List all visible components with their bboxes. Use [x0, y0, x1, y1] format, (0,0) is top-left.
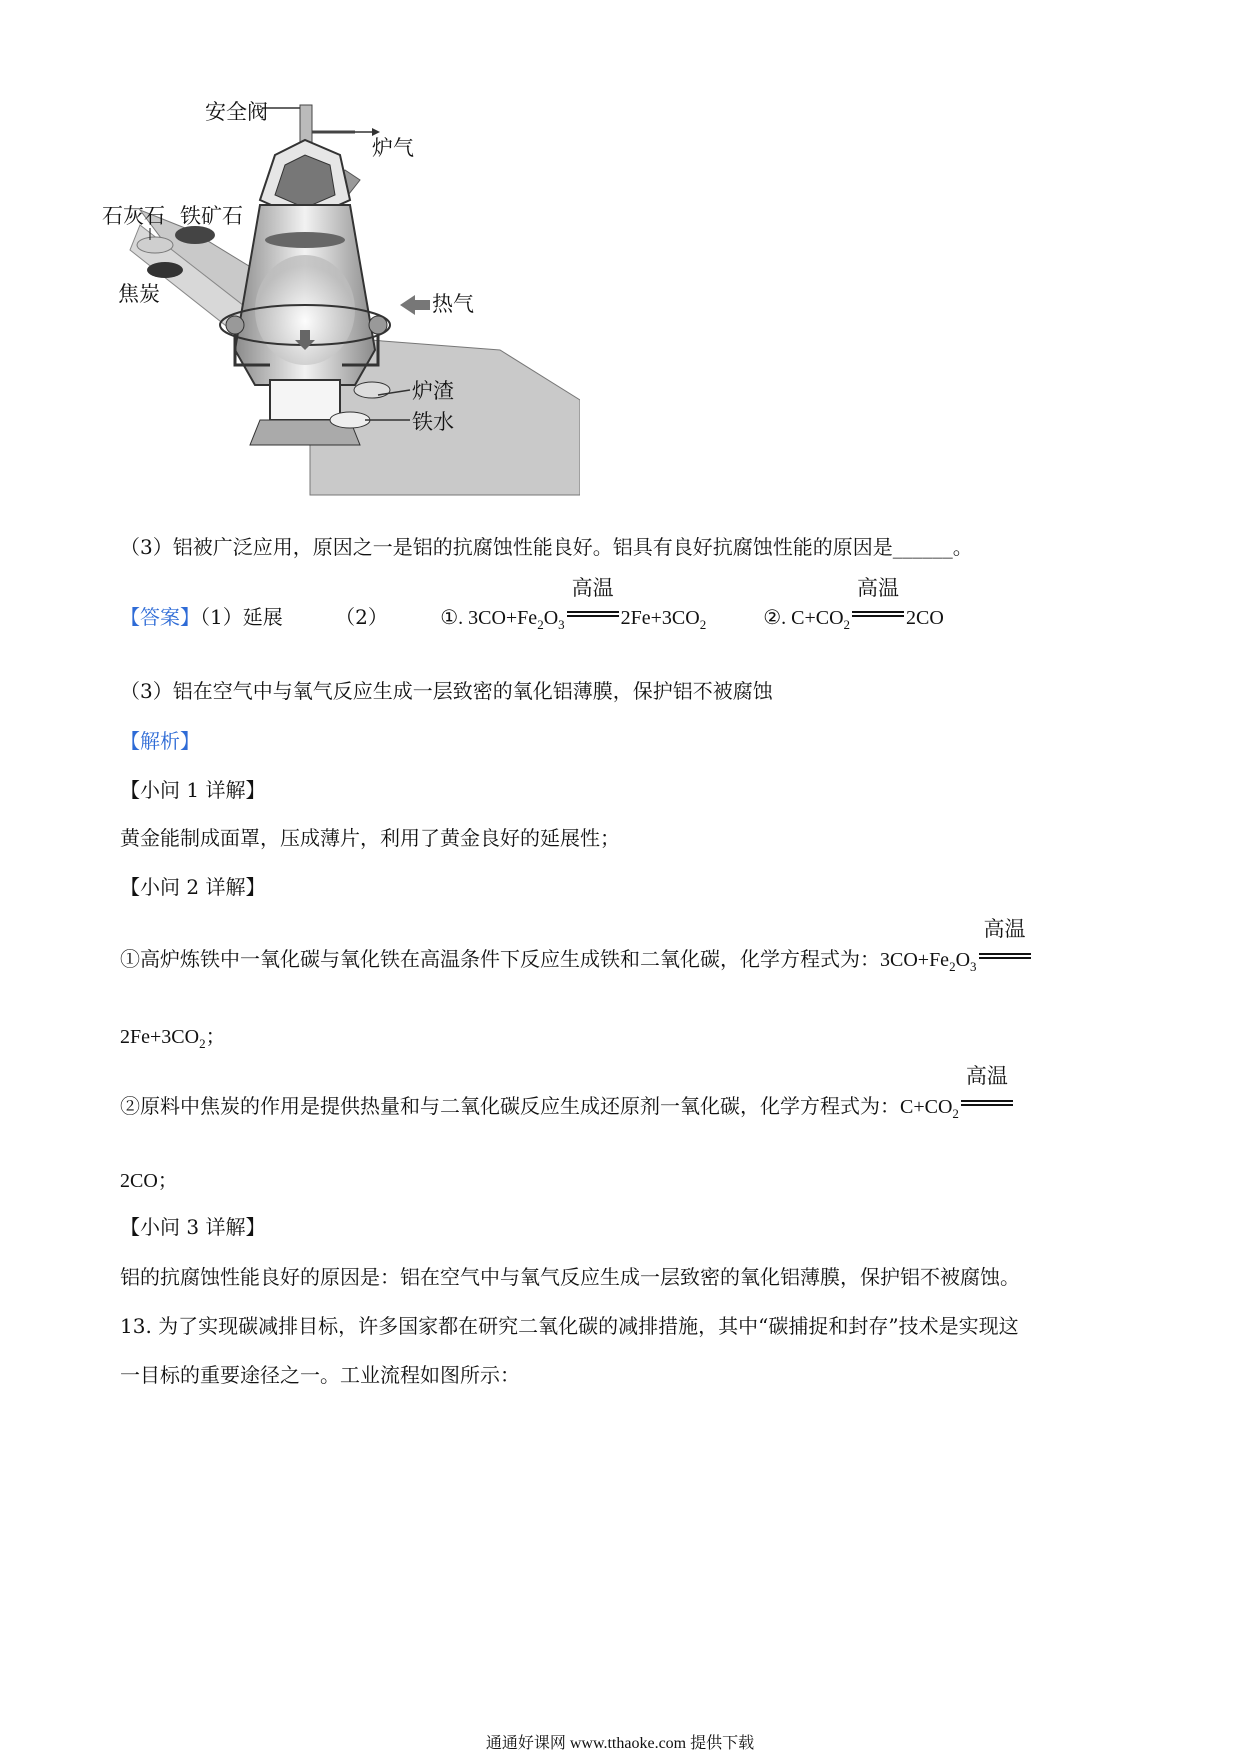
- answer-tag: 【答案】: [120, 605, 200, 629]
- question-13-line-2: 一目标的重要途径之一。工业流程如图所示：: [120, 1363, 520, 1387]
- label-safety-valve: 安全阀: [205, 100, 268, 124]
- question-13-line-1: 13. 为了实现碳减排目标，许多国家都在研究二氧化碳的减排措施，其中“碳捕捉和封存”技术是实现这: [120, 1314, 1019, 1338]
- reaction-arrow: 高温: [977, 946, 1033, 972]
- answer-equation-1: ①. $3CO+Fe_2O_3$ 高温 $2Fe+3CO_2$: [440, 576, 707, 632]
- reaction-arrow: 高温: [565, 605, 621, 631]
- analysis-equation-1-products: $2Fe+3CO_2$；: [120, 1026, 226, 1051]
- answer-part-3: （3）铝在空气中与氧气反应生成一层致密的氧化铝薄膜，保护铝不被腐蚀: [120, 679, 773, 703]
- analysis-tag: 【解析】: [120, 729, 200, 753]
- label-iron-ore: 铁矿石: [180, 204, 243, 228]
- footer-source: 通通好课网 www.tthaoke.com 提供下载: [485, 1735, 755, 1752]
- label-hot-air: 热气: [432, 292, 474, 316]
- analysis-equation-2-reactants: $C+CO_2$: [900, 1096, 959, 1121]
- label-furnace-gas: 炉气: [372, 136, 414, 160]
- answer-line: [120, 576, 944, 638]
- analysis-equation-1-reactants: $3CO+Fe_2O_3$: [880, 949, 977, 974]
- subquestion-1-heading: 【小问 1 详解】: [120, 778, 266, 802]
- subquestion-2-line-1: ①高炉炼铁中一氧化碳与氧化铁在高温条件下反应生成铁和二氧化碳，化学方程式为：$3CO+Fe_2O_3$ 高温: [120, 946, 1033, 980]
- blast-furnace-illustration: [110, 100, 580, 510]
- label-coke: 焦炭: [118, 282, 160, 306]
- reaction-arrow: 高温: [959, 1093, 1015, 1119]
- subquestion-3-text: 铝的抗腐蚀性能良好的原因是：铝在空气中与氧气反应生成一层致密的氧化铝薄膜，保护铝不被腐蚀。: [120, 1265, 1020, 1289]
- subquestion-2-heading: 【小问 2 详解】: [120, 875, 266, 899]
- reaction-arrow: 高温: [850, 605, 906, 631]
- label-limestone: 石灰石: [102, 204, 165, 228]
- subquestion-3-heading: 【小问 3 详解】: [120, 1215, 266, 1239]
- answer-part-2: （2）: [335, 605, 388, 629]
- subquestion-1-text: 黄金能制成面罩，压成薄片，利用了黄金良好的延展性；: [120, 826, 620, 850]
- question-3: （3）铝被广泛应用，原因之一是铝的抗腐蚀性能良好。铝具有良好抗腐蚀性能的原因是______。: [120, 535, 973, 559]
- label-slag: 炉渣: [412, 379, 454, 403]
- subquestion-2-line-2: ②原料中焦炭的作用是提供热量和与二氧化碳反应生成还原剂一氧化碳，化学方程式为：$C+CO_2$ 高温: [120, 1093, 1015, 1127]
- label-molten-iron: 铁水: [412, 410, 454, 434]
- answer-part-1: （1）延展: [200, 605, 283, 629]
- analysis-equation-2-products: 2CO；: [120, 1170, 178, 1192]
- answer-equation-2: ②. $C+CO_2$ 高温 2CO: [763, 576, 944, 632]
- blast-furnace-diagram: [102, 100, 580, 510]
